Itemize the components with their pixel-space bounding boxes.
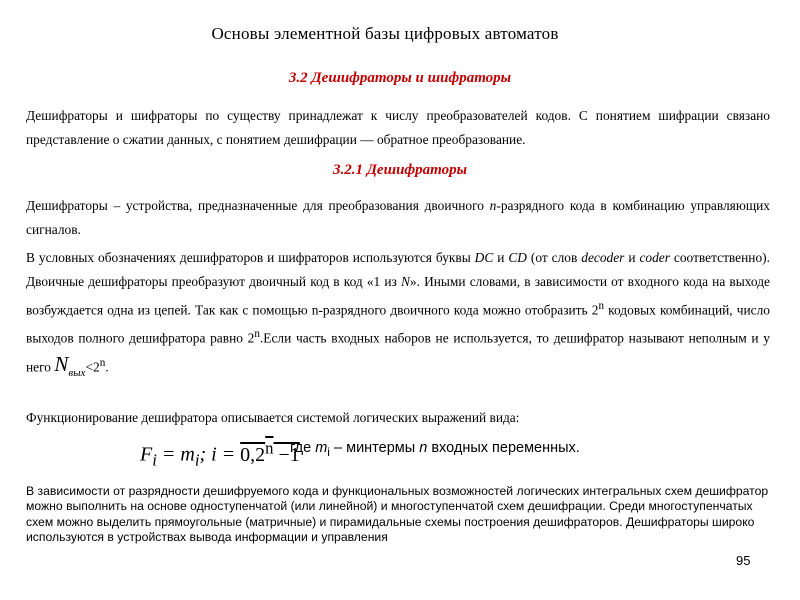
- paragraph-functioning: Функционирование дешифратора описывается системой логических выражений вида:: [26, 410, 520, 425]
- abbr-dc: DC: [474, 250, 494, 265]
- formula-note: где $m_i$ – минтермы n входных переменных.: [290, 440, 580, 459]
- paragraph-intro: Дешифраторы и шифраторы по существу принадлежат к числу преобразователей кодов. С понятием шифрации связано представление о сжатии данных, с понятием дешифрации — обратное преобразование.: [26, 108, 770, 147]
- n-out-symbol: $N_{вых}$: [54, 352, 86, 380]
- page-number: 95: [736, 553, 751, 568]
- paragraph-final: В зависимости от разрядности дешифруемого кода и функциональных возможностей логических интегральных схем дешифратор можно выполнить на основе одноступенчатой (или линейной) и многоступенчатой схем дешифрации. Среди многоступенчатых схем можно выделить прямоугольные (матричные) и пирамидальные схемы построения дешифраторов. Дешифраторы широко используются в устройствах вывода информации и управления: [26, 484, 769, 545]
- page-title: Основы элементной базы цифровых автоматов: [211, 24, 559, 43]
- paragraph-notation: В условных обозначениях дешифраторов и шифраторов используются буквы DC и CD (от слов decoder и coder соответственно). Двоичные дешифраторы преобразуют двоичный код в код «1 из N». Иными словами, в зависимости от входного кода на выходе возбуждается одна из цепей. Так как с помощью n-разрядного двоичного кода можно отобразить 2$^n$ кодовых комбинаций, число выходов полного дешифратора равно 2$^n$.Если часть входных наборов не используется, то дешифратор называют неполным и у него $N_{вых}<2^n$.: [26, 250, 770, 380]
- var-n: n: [489, 198, 497, 213]
- section-heading-3-2: 3.2 Дешифраторы и шифраторы: [288, 70, 512, 86]
- var-N: N: [400, 274, 410, 289]
- word-decoder: decoder: [581, 250, 625, 265]
- word-coder: coder: [639, 250, 670, 265]
- formula: [140, 438, 600, 470]
- formula-expression: $F_i = m_i$; $i = 0,2^n -1$: [140, 438, 300, 470]
- abbr-cd: CD: [508, 250, 527, 265]
- section-heading-3-2-1: 3.2.1 Дешифраторы: [332, 162, 468, 178]
- paragraph-definition: Дешифраторы – устройства, предназначенные для преобразования двоичного n-разрядного кода в комбинацию управляющих сигналов.: [26, 198, 770, 237]
